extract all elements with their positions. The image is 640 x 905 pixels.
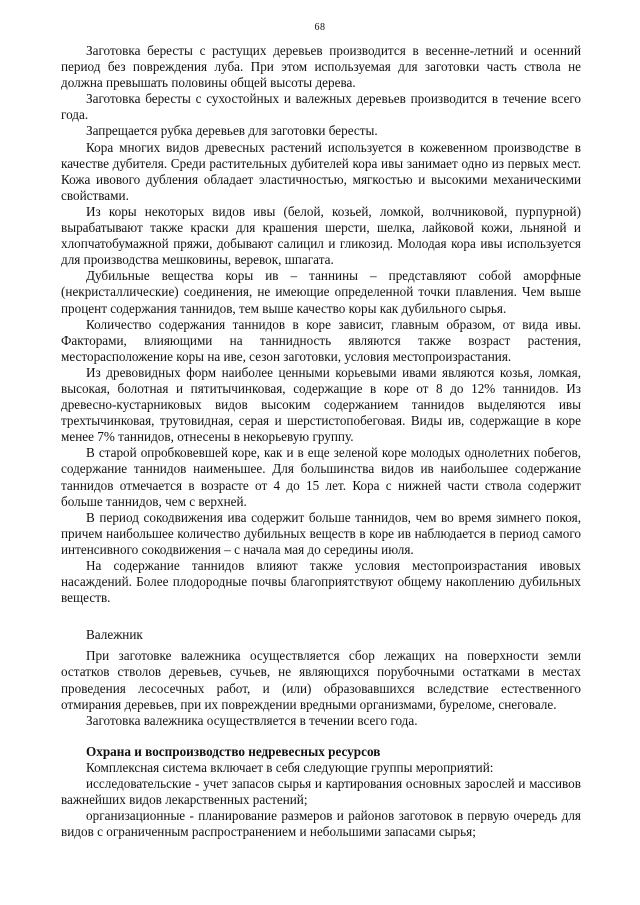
paragraph: Запрещается рубка деревьев для заготовки бересты.: [86, 123, 378, 139]
paragraph: организационные - планирование размеров и районов заготовок в первую очередь для видов с ограниченным распространением и небольшими запасами сырья;: [61, 808, 581, 840]
paragraph: Кора многих видов древесных растений используется в кожевенном производстве в качестве дубителя. Среди растительных дубителей кора ивы занимает одно из первых мест. Кожа ивового дубления обладает эластичностью, мягкостью и высокими механическими свойствами.: [61, 139, 581, 203]
paragraph: Заготовка валежника осуществляется в течении всего года.: [86, 712, 418, 728]
paragraph: Количество содержания таннидов в коре зависит, главным образом, от вида ивы. Факторами, влияющими на таннидность являются также возраст растения, месторасположение коры на иве, сезон заготовки, условия местопроизрастания.: [61, 316, 581, 364]
paragraph: На содержание таннидов влияют также условия местопроизрастания ивовых насаждений. Более плодородные почвы благоприятствуют общему накоплению дубильных веществ.: [61, 558, 581, 606]
paragraph: Заготовка бересты с сухостойных и валежных деревьев производится в течение всего года.: [61, 91, 581, 123]
page-body: [61, 43, 581, 840]
paragraph: Комплексная система включает в себя следующие группы мероприятий:: [86, 759, 494, 775]
section-heading-protection: Охрана и воспроизводство недревесных ресурсов: [86, 743, 381, 759]
paragraph: Заготовка бересты с растущих деревьев производится в весенне-летний и осенний период без повреждения луба. При этом используемая для заготовки часть ствола не должна превышать половины общей высоты дерева.: [61, 43, 581, 91]
paragraph: При заготовке валежника осуществляется сбор лежащих на поверхности земли остатков стволов деревьев, сучьев, не являющихся порубочными остатками в местах проведения лесосечных работ, и (или) образовавшихся вследствие естественного отмирания деревьев, при их повреждении вредными организмами, буреломе, снеговале.: [61, 648, 581, 712]
paragraph: Из древовидных форм наиболее ценными корьевыми ивами являются козья, ломкая, высокая, болотная и пятитычинковая, содержащие в коре от 8 до 12% таннидов. Из древесно-кустарниковых видов высоким содержанием таннидов выделяются ивы трехтычинковая, трутовидная, серая и шерстистопобеговая. Виды ив, содержащие в коре менее 7% таннидов, отнесены в некорьевую группу.: [61, 364, 581, 445]
paragraph: В старой опробковевшей коре, как и в еще зеленой коре молодых однолетних побегов, содержание таннидов наименьшее. Для большинства видов ив наибольшее содержание таннидов отмечается в возрасте от 4 до 15 лет. Кора с нижней части ствола содержит больше таннидов, чем с верхней.: [61, 445, 581, 509]
paragraph: Из коры некоторых видов ивы (белой, козьей, ломкой, волчниковой, пурпурной) вырабатывают также краски для крашения шерсти, шелка, лайковой кожи, льняной и хлопчатобумажной пряжи, добывают салицил и гликозид. Молодая кора ивы используется для производства мешковины, веревок, шпагата.: [61, 203, 581, 268]
paragraph: В период сокодвижения ива содержит больше таннидов, чем во время зимнего покоя, причем наибольшее количество дубильных веществ в коре ив наблюдается в период самого интенсивного сокодвижения – с начала мая до середины июля.: [61, 509, 581, 557]
paragraph: Дубильные вещества коры ив – таннины – представляют собой аморфные (некристаллические) соединения, не имеющие определенной точки плавления. Чем выше процент содержания таннидов, тем выше качество коры как дубильного сырья.: [61, 268, 581, 316]
paragraph: исследовательские - учет запасов сырья и картирования основных зарослей и массивов важнейших видов лекарственных растений;: [61, 776, 581, 808]
section-label-valezhnik: Валежник: [86, 627, 143, 643]
page-number: 68: [314, 22, 326, 33]
